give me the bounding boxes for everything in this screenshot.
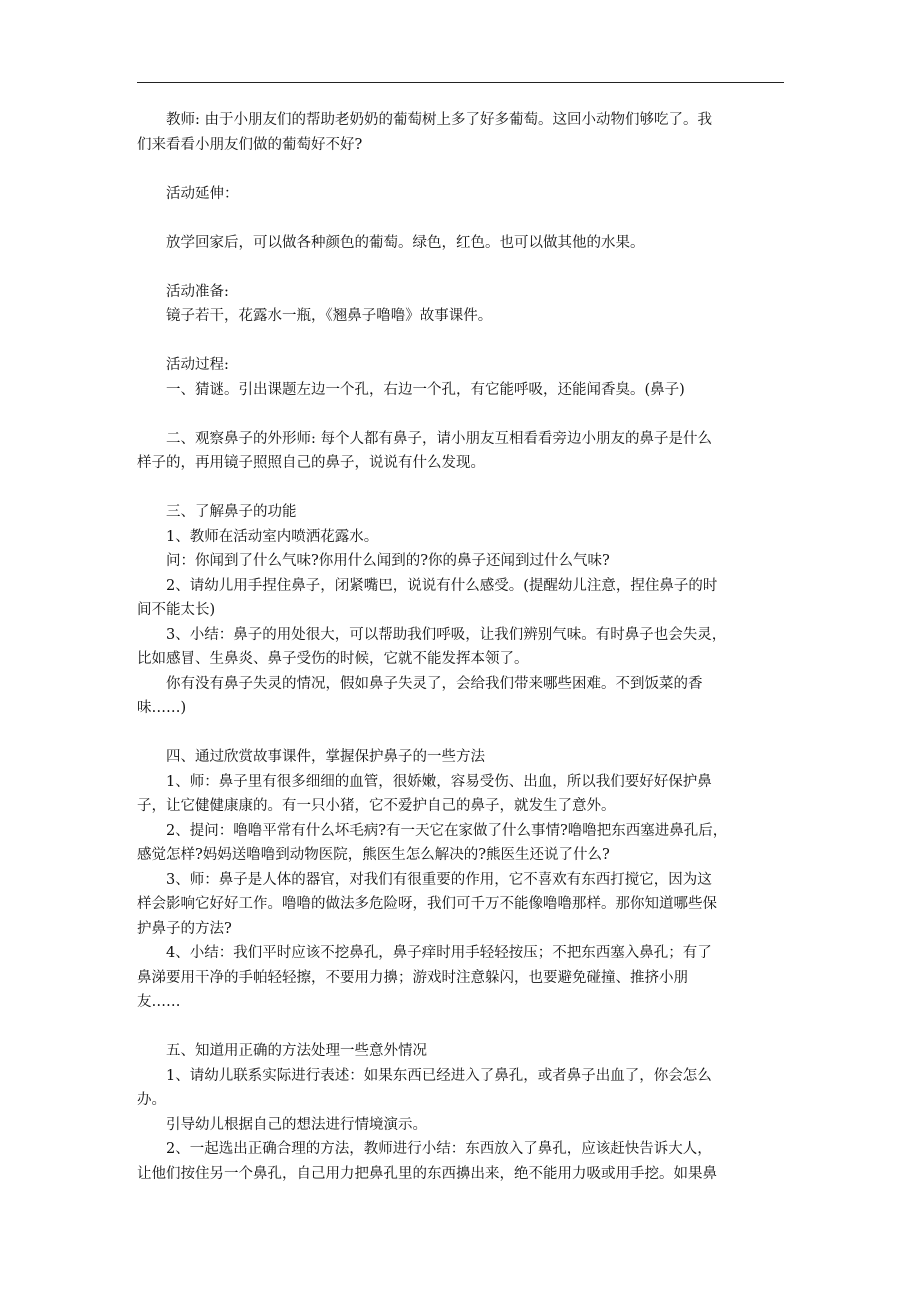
blank-line xyxy=(137,402,789,427)
paragraph-line: 3、小结：鼻子的用处很大，可以帮助我们呼吸，让我们辨别气味。有时鼻子也会失灵， xyxy=(166,626,727,643)
paragraph-line: 五、知道用正确的方法处理一些意外情况 xyxy=(166,1043,427,1059)
header-rule xyxy=(137,82,784,83)
paragraph-continuation-line: 感觉怎样?妈妈送噜噜到动物医院，熊医生怎么解决的?熊医生还说了什么? xyxy=(137,847,610,863)
paragraph-continuation-line: 样子的，再用镜子照照自己的鼻子，说说有什么发现。 xyxy=(137,455,485,471)
blank-line xyxy=(137,206,789,231)
paragraph-line: 一、猜谜。引出课题左边一个孔，右边一个孔，有它能呼吸，还能闻香臭。(鼻子) xyxy=(166,381,685,398)
blank-line xyxy=(137,157,789,182)
paragraph-continuation-line: 友…… xyxy=(137,994,181,1010)
paragraph-line: 3、师：鼻子是人体的器官，对我们有很重要的作用，它不喜欢有东西打搅它，因为这 xyxy=(166,871,712,888)
paragraph-line: 三、了解鼻子的功能 xyxy=(166,504,297,520)
paragraph-line: 二、观察鼻子的外形师: 每个人都有鼻子，请小朋友互相看看旁边小朋友的鼻子是什么 xyxy=(166,430,712,447)
paragraph-continuation-line: 间不能太长) xyxy=(137,602,216,618)
paragraph-line: 2、提问：噜噜平常有什么坏毛病?有一天它在家做了什么事情?噜噜把东西塞进鼻孔后， xyxy=(166,822,728,839)
blank-line xyxy=(137,1015,789,1040)
paragraph-line: 活动延伸： xyxy=(166,185,239,202)
paragraph-line: 2、一起选出正确合理的方法，教师进行小结：东西放入了鼻孔，应该赶快告诉大人， xyxy=(166,1141,712,1157)
blank-line xyxy=(137,721,789,746)
paragraph-continuation-line: 护鼻子的方法? xyxy=(137,920,232,937)
paragraph-line: 放学回家后，可以做各种颜色的葡萄。绿色，红色。也可以做其他的水果。 xyxy=(166,234,645,251)
paragraph-continuation-line: 鼻涕要用干净的手帕轻轻擦，不要用力擤；游戏时注意躲闪，也要避免碰撞、推挤小朋 xyxy=(137,969,688,986)
blank-line xyxy=(137,255,789,280)
paragraph-line: 活动准备: xyxy=(166,283,229,300)
paragraph-line: 镜子若干，花露水一瓶，《翘鼻子噜噜》故事课件。 xyxy=(166,308,493,324)
paragraph-line: 1、教师在活动室内喷洒花露水。 xyxy=(166,528,379,545)
paragraph-line: 四、通过欣赏故事课件，掌握保护鼻子的一些方法 xyxy=(166,749,485,765)
paragraph-continuation-line: 办。 xyxy=(137,1092,166,1108)
paragraph-line: 教师: 由于小朋友们的帮助老奶奶的葡萄树上多了好多葡萄。这回小动物们够吃了。我 xyxy=(166,112,712,128)
paragraph-continuation-line: 比如感冒、生鼻炎、鼻子受伤的时候，它就不能发挥本领了。 xyxy=(137,651,529,667)
paragraph-line: 2、请幼儿用手捏住鼻子，闭紧嘴巴，说说有什么感受。(提醒幼儿注意，捏住鼻子的时 xyxy=(166,577,718,594)
paragraph-line: 活动过程: xyxy=(166,357,229,373)
paragraph-continuation-line: 味……) xyxy=(137,700,187,716)
paragraph-line: 1、师：鼻子里有很多细细的血管，很娇嫩，容易受伤、出血，所以我们要好好保护鼻 xyxy=(166,773,712,790)
paragraph-continuation-line: 们来看看小朋友们做的葡萄好不好? xyxy=(137,136,363,153)
paragraph-line: 你有没有鼻子失灵的情况，假如鼻子失灵了，会给我们带来哪些困难。不到饭菜的香 xyxy=(166,675,703,692)
paragraph-continuation-line: 让他们按住另一个鼻孔，自己用力把鼻孔里的东西擤出来，绝不能用力吸或用手挖。如果鼻 xyxy=(137,1165,717,1182)
paragraph-line: 4、小结：我们平时应该不挖鼻孔，鼻子痒时用手轻轻按压；不把东西塞入鼻孔；有了 xyxy=(166,945,712,961)
blank-line xyxy=(137,329,789,354)
paragraph-continuation-line: 样会影响它好好工作。噜噜的做法多危险呀，我们可千万不能像噜噜那样。那你知道哪些保 xyxy=(137,896,717,912)
paragraph-continuation-line: 子，让它健健康康的。有一只小猪，它不爱护自己的鼻子，就发生了意外。 xyxy=(137,798,616,814)
paragraph-line: 问：你闻到了什么气味?你用什么闻到的?你的鼻子还闻到过什么气味? xyxy=(166,553,610,569)
document-body xyxy=(137,108,789,1186)
blank-line xyxy=(137,476,789,501)
paragraph-line: 引导幼儿根据自己的想法进行情境演示。 xyxy=(166,1116,427,1133)
paragraph-line: 1、请幼儿联系实际进行表述：如果东西已经进入了鼻孔，或者鼻子出血了，你会怎么 xyxy=(166,1067,712,1084)
